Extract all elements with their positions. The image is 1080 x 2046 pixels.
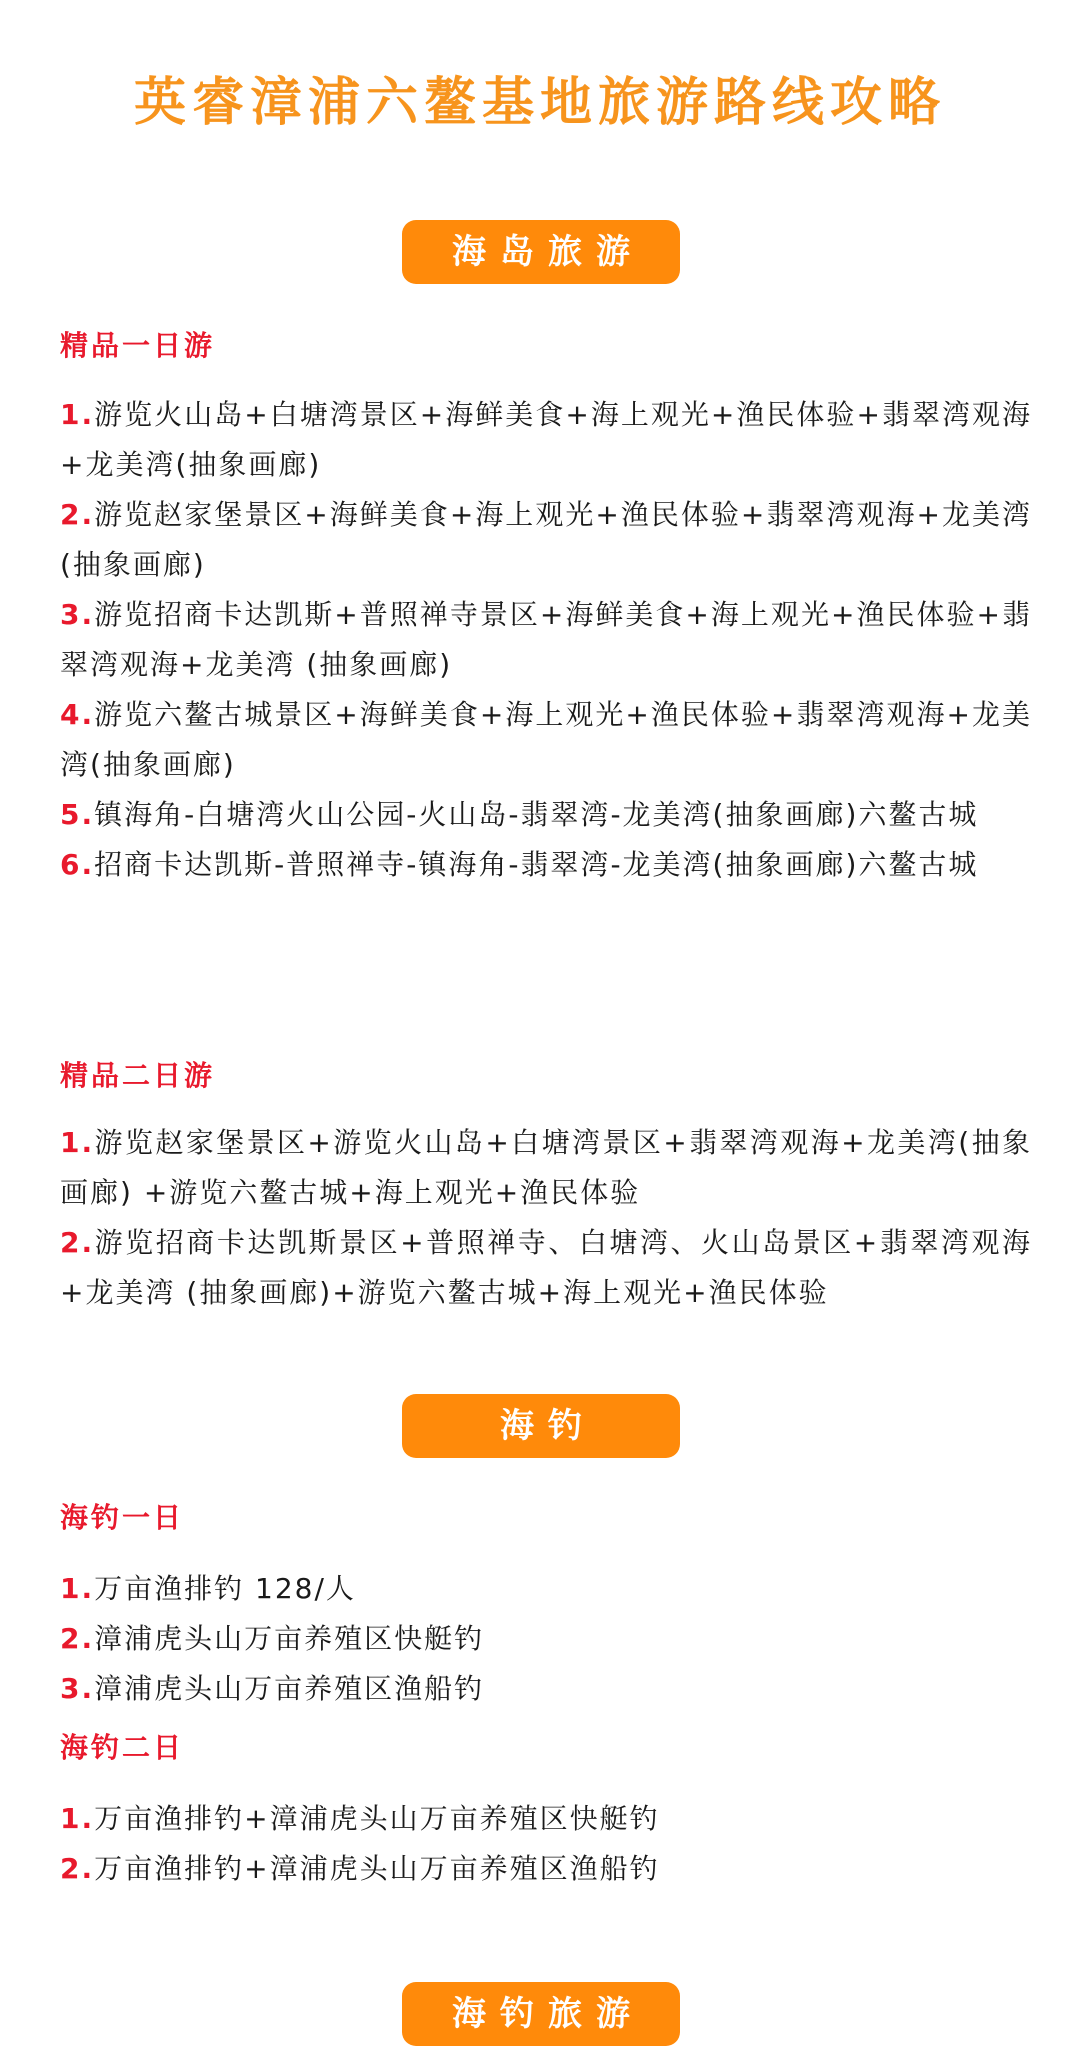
item-number: 6. <box>60 848 95 881</box>
list-item <box>60 840 1032 890</box>
section-badge-sea-fishing: 海钓 <box>402 1394 680 1458</box>
item-number: 1. <box>60 1802 95 1835</box>
list-item <box>60 390 1032 490</box>
item-text: 万亩渔排钓+漳浦虎头山万亩养殖区渔船钓 <box>94 1852 660 1885</box>
item-number: 2. <box>60 1852 95 1885</box>
subheading-fishing-one-day: 海钓一日 <box>60 1501 185 1534</box>
subheading-one-day-tour: 精品一日游 <box>60 329 216 362</box>
item-number: 1. <box>60 1572 95 1605</box>
item-number: 3. <box>60 1672 95 1705</box>
item-number: 4. <box>60 698 95 731</box>
section-badge-island-tour: 海岛旅游 <box>402 220 680 284</box>
item-number: 2. <box>60 498 95 531</box>
list-item <box>60 490 1032 590</box>
item-text: 游览火山岛+白塘湾景区+海鲜美食+海上观光+渔民体验+翡翠湾观海+龙美湾(抽象画廊) <box>60 398 1032 481</box>
item-number: 5. <box>60 798 95 831</box>
item-number: 1. <box>60 1126 95 1159</box>
item-text: 万亩渔排钓+漳浦虎头山万亩养殖区快艇钓 <box>94 1802 660 1835</box>
item-number: 1. <box>60 398 95 431</box>
item-text: 镇海角-白塘湾火山公园-火山岛-翡翠湾-龙美湾(抽象画廊)六鳌古城 <box>94 798 979 831</box>
page-title: 英睿漳浦六鳌基地旅游路线攻略 <box>133 73 946 133</box>
item-text: 游览赵家堡景区+游览火山岛+白塘湾景区+翡翠湾观海+龙美湾(抽象画廊) +游览六鳌古城+海上观光+渔民体验 <box>60 1126 1032 1209</box>
subheading-two-day-tour: 精品二日游 <box>60 1059 216 1092</box>
list-item <box>60 1844 1032 1894</box>
item-number: 2. <box>60 1226 95 1259</box>
item-text: 游览招商卡达凯斯景区+普照禅寺、白塘湾、火山岛景区+翡翠湾观海+龙美湾 (抽象画廊)+游览六鳌古城+海上观光+渔民体验 <box>60 1226 1032 1309</box>
list-item <box>60 690 1032 790</box>
fishing-two-day-list <box>60 1794 1032 1894</box>
list-item <box>60 1218 1032 1318</box>
item-text: 漳浦虎头山万亩养殖区渔船钓 <box>94 1672 485 1705</box>
list-item <box>60 1794 1032 1844</box>
two-day-tour-list <box>60 1118 1032 1318</box>
list-item <box>60 1118 1032 1218</box>
item-number: 3. <box>60 598 95 631</box>
list-item <box>60 590 1032 690</box>
section-badge-fishing-tour: 海钓旅游 <box>402 1982 680 2046</box>
fishing-one-day-list <box>60 1564 1032 1714</box>
one-day-tour-list <box>60 390 1032 890</box>
list-item <box>60 1664 1032 1714</box>
list-item <box>60 1614 1032 1664</box>
list-item <box>60 790 1032 840</box>
item-text: 游览招商卡达凯斯+普照禅寺景区+海鲜美食+海上观光+渔民体验+翡翠湾观海+龙美湾 (抽象画廊) <box>60 598 1032 681</box>
item-text: 游览赵家堡景区+海鲜美食+海上观光+渔民体验+翡翠湾观海+龙美湾 (抽象画廊) <box>60 498 1032 581</box>
subheading-fishing-two-day: 海钓二日 <box>60 1731 185 1764</box>
item-number: 2. <box>60 1622 95 1655</box>
item-text: 游览六鳌古城景区+海鲜美食+海上观光+渔民体验+翡翠湾观海+龙美湾(抽象画廊) <box>60 698 1032 781</box>
item-text: 漳浦虎头山万亩养殖区快艇钓 <box>94 1622 485 1655</box>
list-item <box>60 1564 1032 1614</box>
item-text: 招商卡达凯斯-普照禅寺-镇海角-翡翠湾-龙美湾(抽象画廊)六鳌古城 <box>94 848 979 881</box>
item-text: 万亩渔排钓 128/人 <box>94 1572 356 1605</box>
